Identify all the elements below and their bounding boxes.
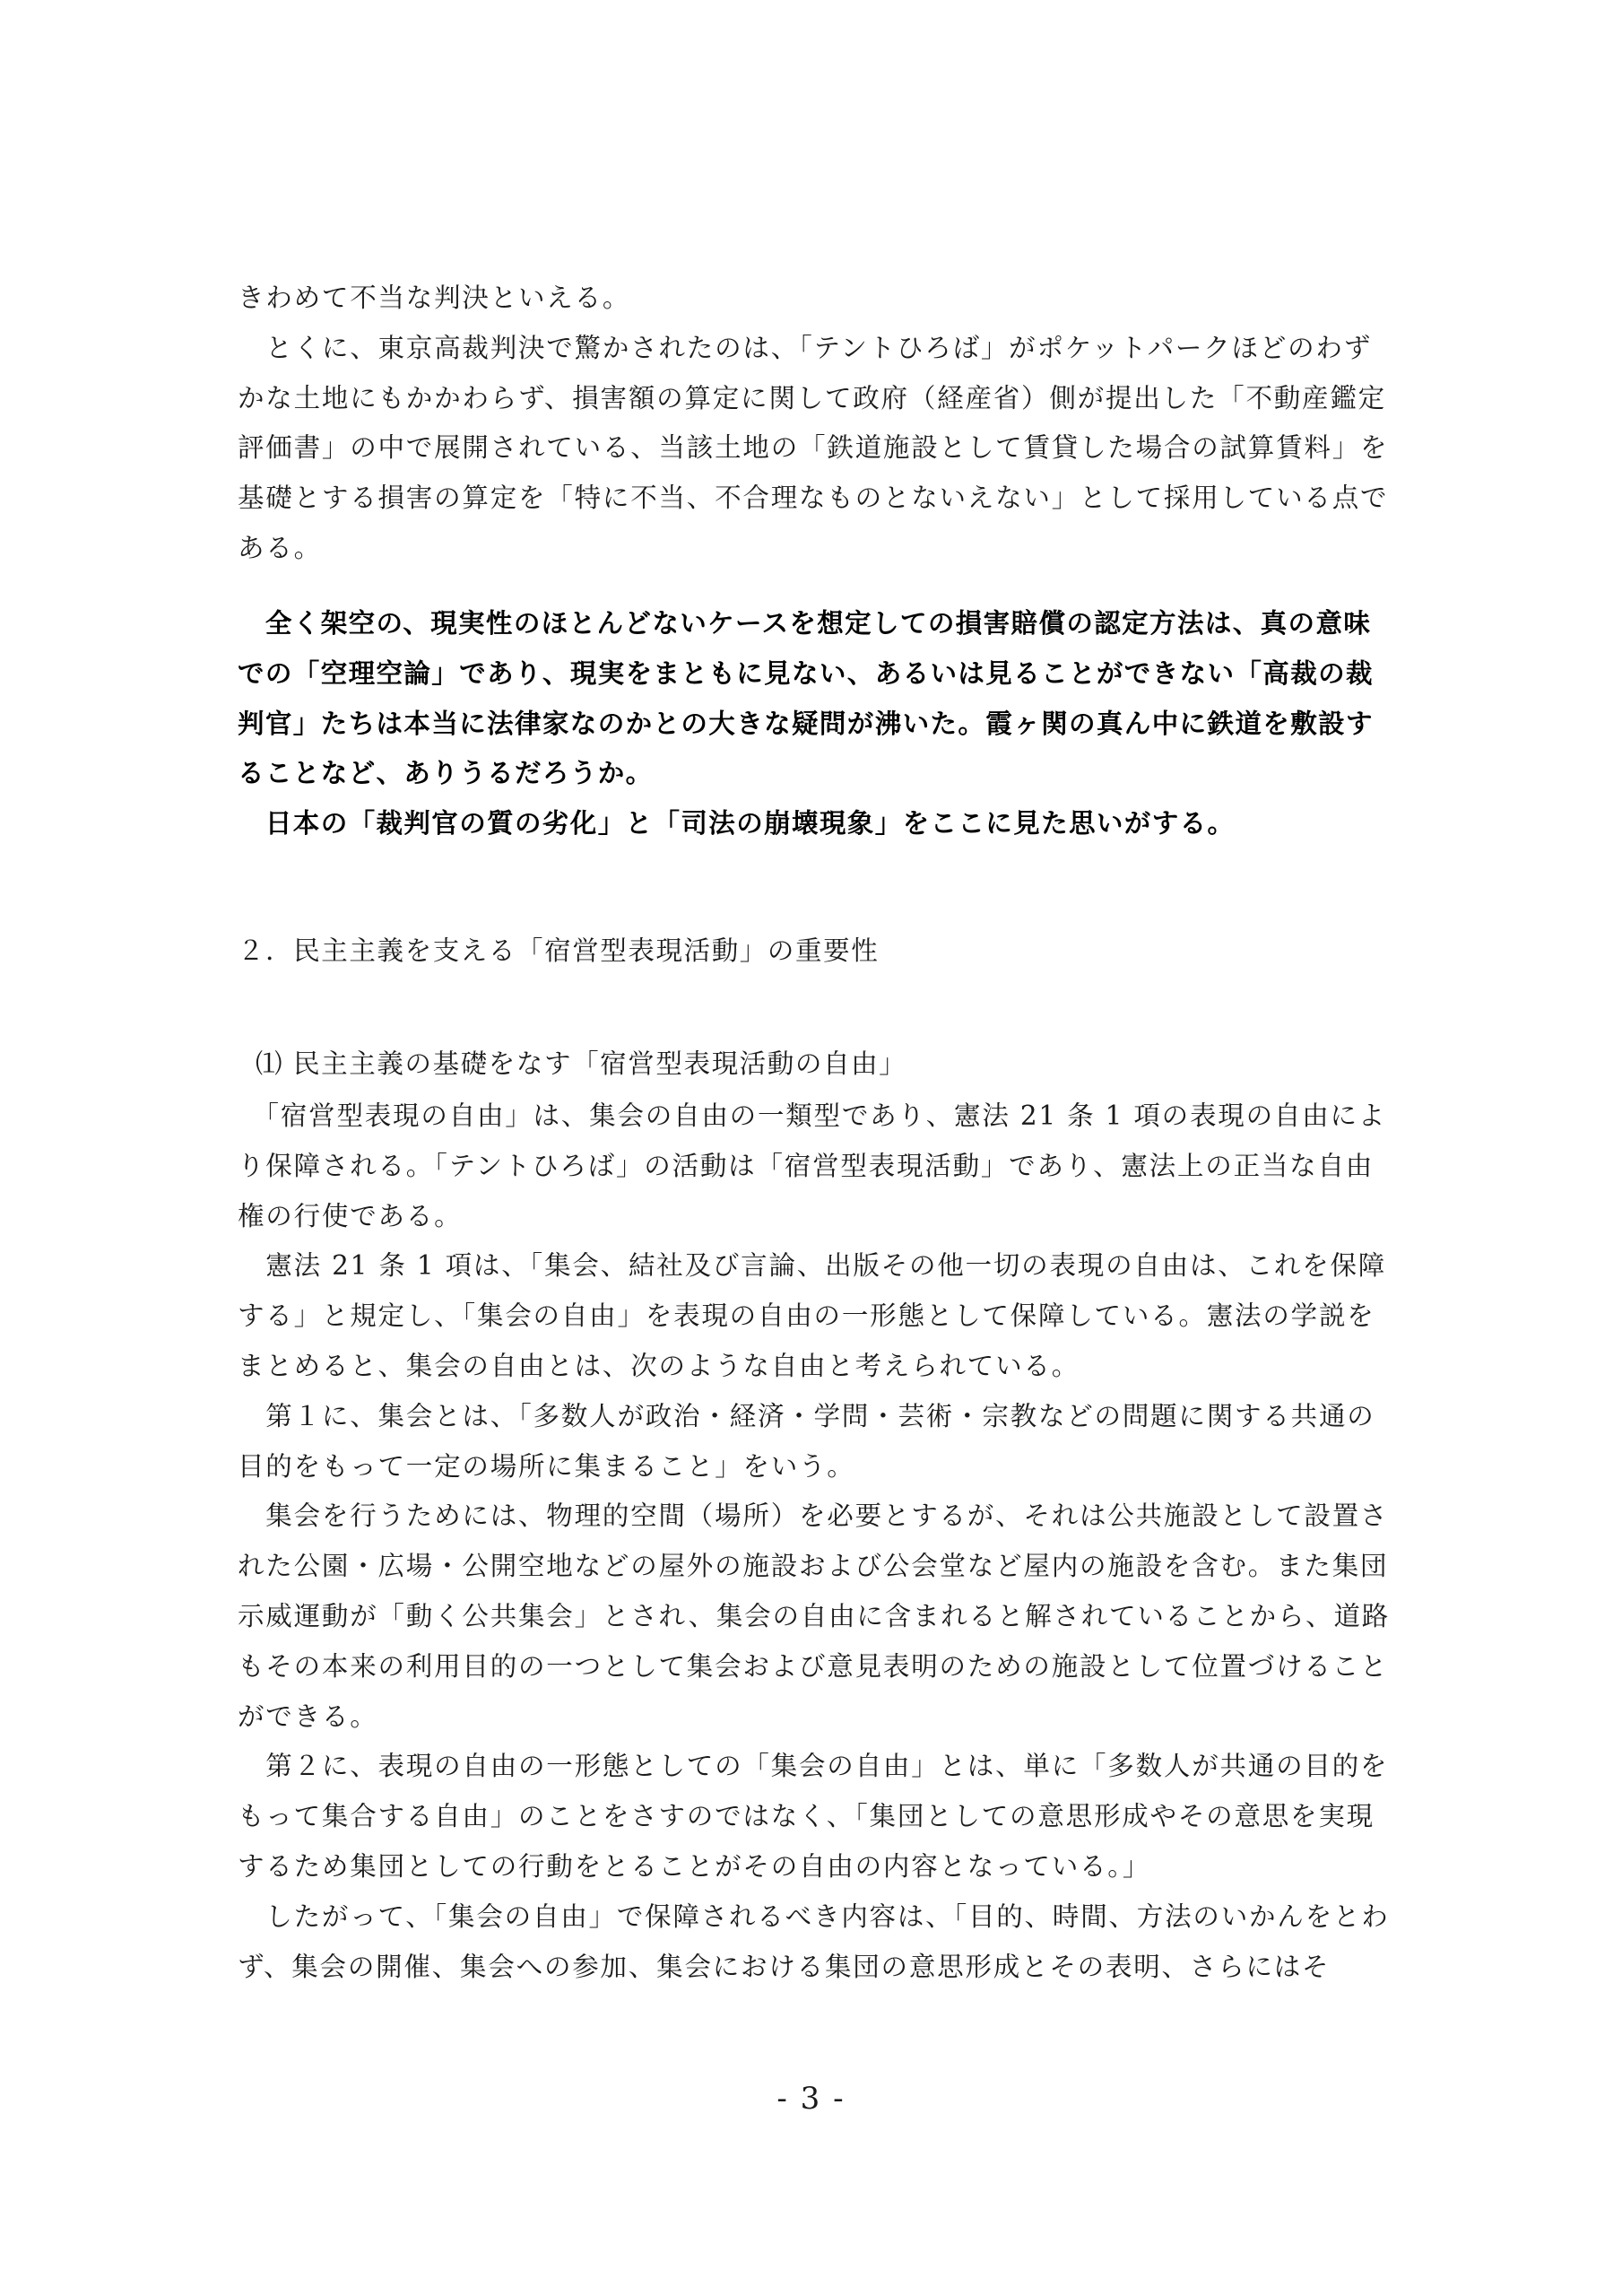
bold-paragraph: 全く架空の、現実性のほとんどないケースを想定しての損害賠償の認定方法は、真の意味での「空理空論」であり、現実をまともに見ない、あるいは見ることができない「高裁の裁判官」たちは本当に法律家なのかとの大きな疑問が沸いた。霞ヶ関の真ん中に鉄道を敷設することなど、ありうるだろうか。 bbox=[238, 608, 1374, 789]
emphasis-text bbox=[238, 599, 1394, 849]
paragraph: とくに、東京高裁判決で驚かされたのは、「テントひろば」がポケットパークほどのわずかな土地にもかかわらず、損害額の算定に関して政府（経産省）側が提出した「不動産鑑定評価書」の中で展開されている、当該土地の「鉄道施設として賃貸した場合の試算賃料」を基礎とする損害の算定を「特に不当、不合理なものとないえない」として採用している点である。 bbox=[238, 332, 1389, 563]
intro-text bbox=[238, 274, 1394, 574]
paragraph: したがって、「集会の自由」で保障されるべき内容は、「目的、時間、方法のいかんをとわず、集会の開催、集会への参加、集会における集団の意思形成とその表明、さらにはそ bbox=[238, 1900, 1390, 1982]
paragraph: 第１に、集会とは、「多数人が政治・経済・学問・芸術・宗教などの問題に関する共通の目的をもって一定の場所に集まること」をいう。 bbox=[238, 1400, 1375, 1482]
body-text bbox=[238, 1091, 1394, 1992]
section-heading: ２．民主主義を支える「宿営型表現活動」の重要性 bbox=[238, 935, 880, 966]
bold-paragraph: 日本の「裁判官の質の劣化」と「司法の崩壊現象」をここに見た思いがする。 bbox=[238, 808, 1236, 839]
paragraph: 憲法 21 条 1 項は、「集会、結社及び言論、出版その他一切の表現の自由は、これを保障する」と規定し、「集会の自由」を表現の自由の一形態として保障している。憲法の学説をまとめると、集会の自由とは、次のような自由と考えられている。 bbox=[238, 1250, 1387, 1381]
paragraph: 第２に、表現の自由の一形態としての「集会の自由」とは、単に「多数人が共通の目的をもって集合する自由」のことをさすのではなく、「集団としての意思形成やその意思を実現するため集団としての行動をとることがその自由の内容となっている。」 bbox=[238, 1751, 1389, 1882]
paragraph: きわめて不当な判決といえる。 bbox=[238, 283, 631, 313]
subsection-heading: ⑴ 民主主義の基礎をなす「宿営型表現活動の自由」 bbox=[256, 1048, 907, 1079]
paragraph: 「宿営型表現の自由」は、集会の自由の一類型であり、憲法 21 条 1 項の表現の自由により保障される。「テントひろば」の活動は「宿営型表現活動」であり、憲法上の正当な自由権の行使である。 bbox=[238, 1100, 1387, 1231]
paragraph: 集会を行うためには、物理的空間（場所）を必要とするが、それは公共施設として設置された公園・広場・公開空地などの屋外の施設および公会堂など屋内の施設を含む。また集団示威運動が「動く公共集会」とされ、集会の自由に含まれると解されていることから、道路もその本来の利用目的の一つとして集会および意見表明のための施設として位置づけることができる。 bbox=[238, 1500, 1391, 1732]
page-number: - 3 - bbox=[776, 2081, 846, 2117]
